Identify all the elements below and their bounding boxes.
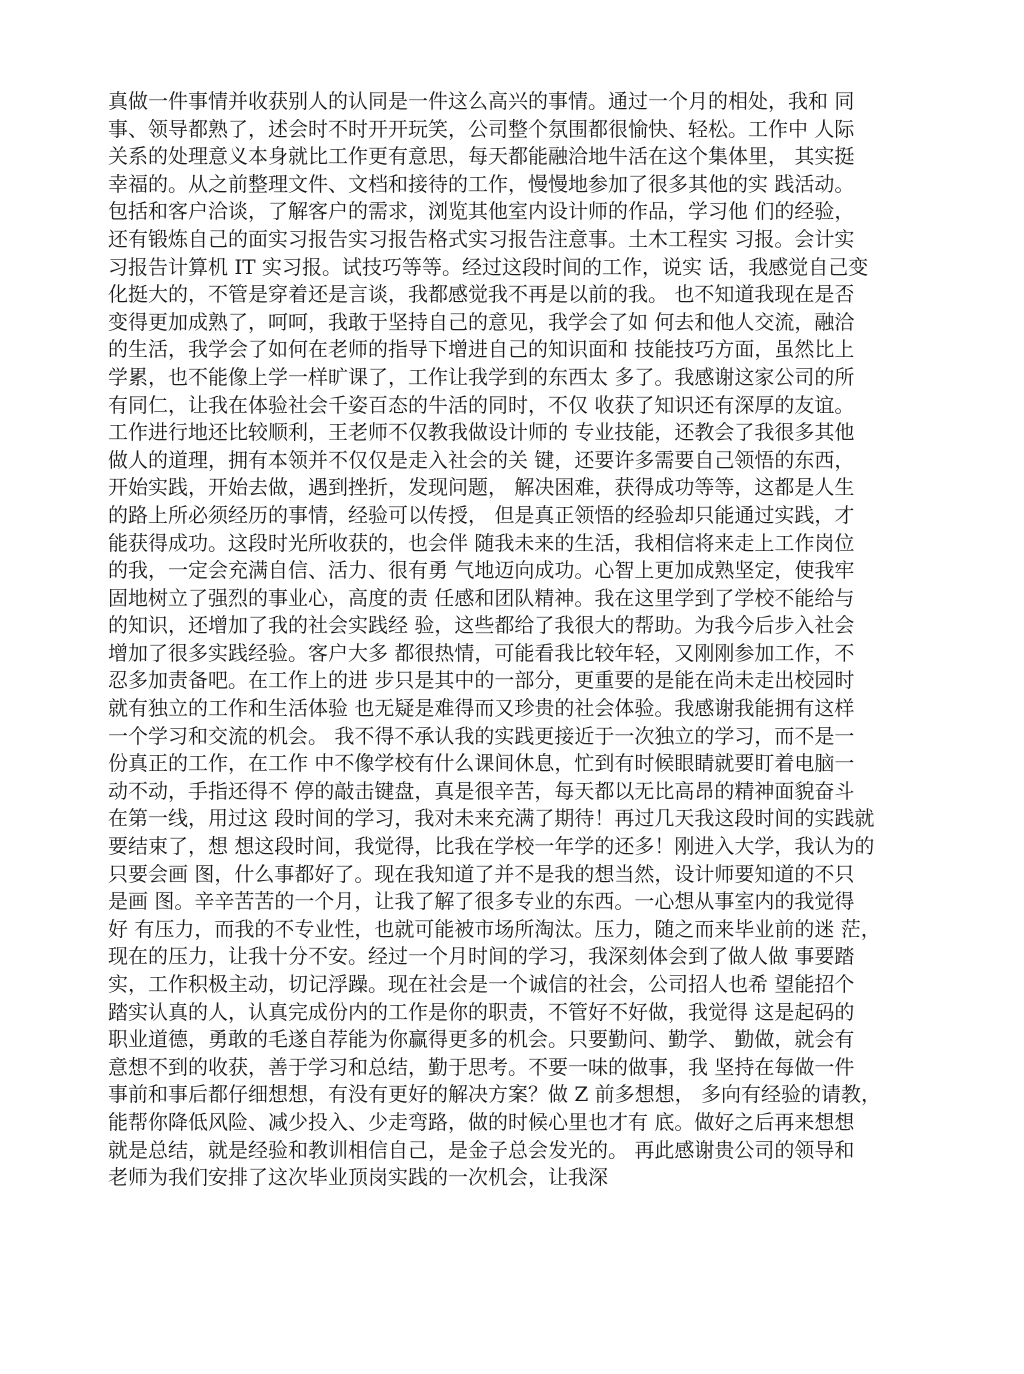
text-line: 实，工作积极主动，切记浮躁。现在社会是一个诚信的社会，公司招人也希 望能招个: [108, 972, 855, 996]
text-line: 能帮你降低风险、减少投入、少走弯路，做的时候心里也才有 底。做好之后再来想想: [108, 1109, 855, 1134]
text-line: 增加了很多实践经验。客户大多 都很热情，可能看我比较年轻，又刚刚参加工作，不: [108, 640, 855, 665]
text-line: 真做一件事情并收获别人的认同是一件这么高兴的事情。通过一个月的相处，我和 同: [108, 89, 855, 113]
text-line: 有同仁，让我在体验社会千姿百态的牛活的同时，不仅 收获了知识还有深厚的友谊。: [108, 392, 855, 417]
text-line: 关系的处理意义本身就比工作更有意思，每天都能融洽地牛活在这个集体里， 其实挺: [108, 144, 855, 169]
text-line: 工作进行地还比较顺利，王老师不仅教我做设计师的 专业技能，还教会了我很多其他: [108, 420, 855, 445]
text-line: 开始实践，开始去做，遇到挫折，发现问题， 解决困难，获得成功等等，这都是人生: [108, 475, 855, 500]
text-line: 踏实认真的人，认真完成份内的工作是你的职责，不管好不好做，我觉得 这是起码的: [108, 999, 855, 1024]
text-line: 的路上所必须经历的事情，经验可以传授， 但是真正领悟的经验却只能通过实践，才: [108, 502, 855, 527]
text-line: 化挺大的，不管是穿着还是言谈，我都感觉我不再是以前的我。 也不知道我现在是否: [108, 282, 855, 307]
text-line: 能获得成功。这段时光所收获的，也会伴 随我未来的生活，我相信将来走上工作岗位: [108, 530, 855, 555]
text-line: 还有锻炼自己的面实习报告实习报告格式实习报告注意事。土木工程实 习报。会计实: [108, 226, 855, 251]
text-line: 习报告计算机 IT 实习报。试技巧等等。经过这段时间的工作，说实 话，我感觉自己变: [108, 254, 869, 279]
text-line: 现在的压力，让我十分不安。经过一个月时间的学习，我深刻体会到了做人做 事要踏: [108, 944, 855, 969]
text-line: 就有独立的工作和生活体验 也无疑是难得而又珍贵的社会体验。我感谢我能拥有这样: [108, 696, 855, 721]
text-line: 固地树立了强烈的事业心，高度的责 任感和团队精神。我在这里学到了学校不能给与: [108, 585, 855, 610]
text-line: 幸福的。从之前整理文件、文档和接待的工作，慢慢地参加了很多其他的实 践活动。: [108, 171, 855, 196]
text-line: 忍多加责备吧。在工作上的进 步只是其中的一部分，更重要的是能在尚未走出校园时: [108, 668, 855, 693]
text-line: 事、领导都熟了，述会时不时开开玩笑，公司整个氛围都很愉快、轻松。工作中 人际: [108, 116, 855, 141]
text-line: 事前和事后都仔细想想，有没有更好的解决方案？做 Z 前多想想， 多向有经验的请教，: [108, 1082, 881, 1107]
text-line: 就是总结，就是经验和教训相信自己，是金子总会发光的。 再此感谢贵公司的领导和: [108, 1137, 855, 1162]
text-line: 包括和客户洽谈，了解客户的需求，浏览其他室内设计师的作品，学习他 们的经验，: [108, 199, 855, 224]
text-line: 老师为我们安排了这次毕业顶岗实践的一次机会，让我深: [108, 1165, 608, 1190]
text-line: 变得更加成熟了，呵呵，我敢于坚持自己的意见，我学会了如 何去和他人交流，融洽: [108, 309, 855, 334]
text-line: 做人的道理，拥有本领并不仅仅是走入社会的关 键，还要许多需要自己领悟的东西，: [108, 447, 855, 472]
text-line: 的知识，还增加了我的社会实践经 验，这些都给了我很大的帮助。为我今后步入社会: [108, 613, 855, 638]
text-line: 要结束了，想 想这段时间，我觉得，比我在学校一年学的还多！刚进入大学，我认为的: [108, 834, 875, 859]
text-line: 意想不到的收获，善于学习和总结，勤于思考。不要一味的做事，我 坚持在每做一件: [108, 1054, 855, 1079]
text-line: 职业道德，勇敢的毛遂自荐能为你赢得更多的机会。只要勤问、勤学、 勤做，就会有: [108, 1027, 855, 1052]
text-line: 是画 图。辛辛苦苦的一个月，让我了解了很多专业的东西。一心想从事室内的我觉得: [108, 889, 855, 914]
text-line: 学累，也不能像上学一样旷课了，工作让我学到的东西太 多了。我感谢这家公司的所: [108, 364, 855, 389]
text-line: 只要会画 图，什么事都好了。现在我知道了并不是我的想当然，设计师要知道的不只: [108, 861, 855, 886]
text-line: 在第一线，用过这 段时间的学习，我对未来充满了期待！再过几天我这段时间的实践就: [108, 806, 875, 831]
text-line: 动不动，手指还得不 停的敲击键盘，真是很辛苦，每天都以无比高昂的精神面貌奋斗: [108, 778, 855, 803]
text-line: 好 有压力，而我的不专业性，也就可能被市场所淘汰。压力，随之而来毕业前的迷 茫，: [108, 916, 881, 941]
body-text: [108, 88, 928, 1192]
text-line: 的我，一定会充满自信、活力、很有勇 气地迈向成功。心智上更加成熟坚定，使我牢: [108, 558, 855, 583]
text-line: 份真正的工作，在工作 中不像学校有什么课间休息，忙到有时候眼睛就要盯着电脑一: [108, 751, 855, 776]
text-line: 的生活，我学会了如何在老师的指导下增进自己的知识面和 技能技巧方面，虽然比上: [108, 337, 855, 362]
text-line: 一个学习和交流的机会。 我不得不承认我的实践更接近于一次独立的学习，而不是一: [108, 723, 855, 748]
